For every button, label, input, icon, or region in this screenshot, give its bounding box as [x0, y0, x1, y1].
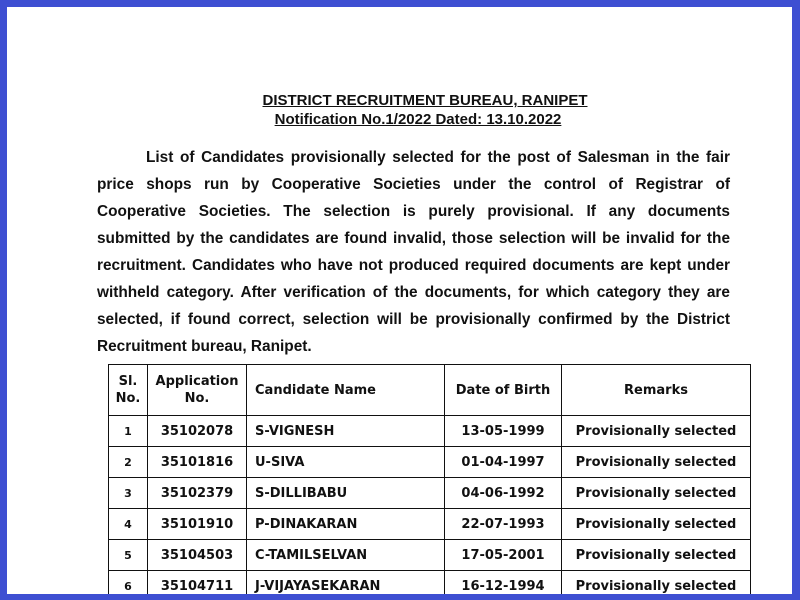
cell-date-of-birth: 04-06-1992	[445, 478, 562, 509]
table-row	[109, 540, 751, 571]
table-row	[109, 509, 751, 540]
cell-remarks: Provisionally selected	[562, 540, 751, 571]
table-row	[109, 571, 751, 600]
cell-candidate-name: C-TAMILSELVAN	[247, 540, 445, 571]
table-row	[109, 416, 751, 447]
cell-remarks: Provisionally selected	[562, 478, 751, 509]
cell-sl-no: 2	[109, 447, 148, 478]
table-header-row	[109, 365, 751, 416]
header-sl-no	[109, 365, 148, 416]
cell-candidate-name: P-DINAKARAN	[247, 509, 445, 540]
cell-remarks: Provisionally selected	[562, 509, 751, 540]
header-candidate-name: Candidate Name	[247, 365, 445, 416]
header-date-of-birth: Date of Birth	[445, 365, 562, 416]
cell-candidate-name: S-VIGNESH	[247, 416, 445, 447]
cell-remarks: Provisionally selected	[562, 447, 751, 478]
cell-application-no: 35104503	[148, 540, 247, 571]
header-app-line2: No.	[184, 391, 210, 406]
header-application-no	[148, 365, 247, 416]
cell-application-no: 35101816	[148, 447, 247, 478]
cell-sl-no: 5	[109, 540, 148, 571]
cell-date-of-birth: 17-05-2001	[445, 540, 562, 571]
cell-sl-no: 6	[109, 571, 148, 600]
cell-sl-no: 4	[109, 509, 148, 540]
cell-candidate-name: U-SIVA	[247, 447, 445, 478]
cell-sl-no: 1	[109, 416, 148, 447]
header-app-line1: Application	[155, 374, 239, 389]
cell-application-no: 35102379	[148, 478, 247, 509]
cell-date-of-birth: 22-07-1993	[445, 509, 562, 540]
header-sl-line1: Sl.	[118, 374, 138, 389]
header-sl-line2: No.	[115, 391, 141, 406]
cell-date-of-birth: 16-12-1994	[445, 571, 562, 600]
table-row	[109, 478, 751, 509]
cell-application-no: 35101910	[148, 509, 247, 540]
table-row	[109, 447, 751, 478]
cell-candidate-name: J-VIJAYASEKARAN	[247, 571, 445, 600]
cell-remarks: Provisionally selected	[562, 416, 751, 447]
notification-subtitle: Notification No.1/2022 Dated: 13.10.2022	[274, 111, 562, 128]
cell-application-no: 35102078	[148, 416, 247, 447]
cell-remarks: Provisionally selected	[562, 571, 751, 600]
candidates-table	[108, 364, 751, 600]
notice-paragraph: List of Candidates provisionally selected for the post of Salesman in the fair price shops run by Cooperative Societies under the control of Registrar of Cooperative Societies. The selection is purely provisional. If any documents submitted by the candidates are found invalid, those selection will be invalid for the recruitment. Candidates who have not produced required documents are kept under withheld category. After verification of the documents, for which category they are selected, if found correct, selection will be provisionally confirmed by the District Recruitment bureau, Ranipet.	[97, 149, 730, 355]
cell-sl-no: 3	[109, 478, 148, 509]
cell-candidate-name: S-DILLIBABU	[247, 478, 445, 509]
cell-date-of-birth: 13-05-1999	[445, 416, 562, 447]
cell-application-no: 35104711	[148, 571, 247, 600]
header-remarks: Remarks	[562, 365, 751, 416]
document-title: DISTRICT RECRUITMENT BUREAU, RANIPET	[262, 92, 588, 109]
cell-date-of-birth: 01-04-1997	[445, 447, 562, 478]
